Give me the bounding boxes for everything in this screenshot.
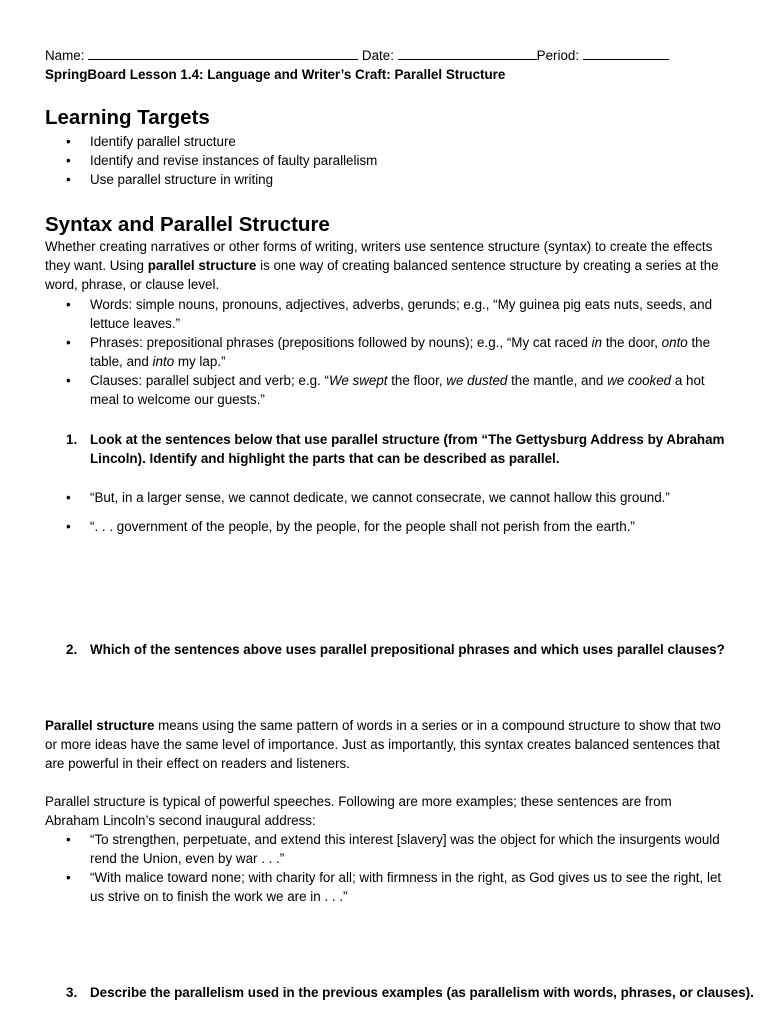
syntax-levels-list: [45, 295, 725, 409]
definition-term: Parallel structure: [45, 718, 155, 733]
question-number: 2.: [66, 642, 78, 657]
learning-targets-heading: Learning Targets: [45, 106, 210, 129]
syntax-heading: Syntax and Parallel Structure: [45, 213, 330, 236]
target-text: Identify parallel structure: [90, 134, 236, 149]
phrases-emph: onto: [661, 335, 688, 350]
clauses-emph: we dusted: [446, 373, 508, 388]
intro-text: is one way of creating balanced sentence structure by creating a series at the word, phrase, or clause level.: [45, 258, 719, 292]
question-1: [45, 430, 768, 468]
name-blank[interactable]: [88, 46, 358, 60]
list-item: [45, 868, 725, 906]
bullet-icon: •: [66, 519, 71, 534]
bullet-icon: •: [66, 297, 71, 312]
inaugural-quotes-list: [45, 830, 725, 906]
quote-text: “With malice toward none; with charity for all; with firmness in the right, as God gives us to see the right, let us strive on to finish the work we are in . . .”: [90, 870, 722, 904]
list-item-phrases: [45, 333, 725, 371]
clauses-text: a hot meal to welcome our guests.”: [90, 373, 705, 407]
bullet-icon: •: [66, 870, 71, 885]
target-text: Identify and revise instances of faulty parallelism: [90, 153, 378, 168]
bullet-icon: •: [66, 335, 71, 350]
phrases-emph: in: [591, 335, 603, 350]
quote-text: “To strengthen, perpetuate, and extend this interest [slavery] was the object for which the insurgents would rend the Union, even by war . . .”: [90, 832, 720, 866]
list-item: [45, 830, 725, 868]
list-item: [45, 132, 725, 151]
date-label: Date:: [361, 48, 394, 63]
question-2: [45, 640, 768, 659]
question-text: Which of the sentences above uses parallel prepositional phrases and which uses parallel clauses?: [90, 642, 725, 657]
list-item-clauses: [45, 371, 725, 409]
bullet-icon: •: [66, 490, 71, 505]
clauses-text: the floor,: [387, 373, 447, 388]
list-item: [45, 517, 725, 536]
learning-targets-list: [45, 132, 725, 189]
gettysburg-quote-1: [45, 488, 725, 507]
clauses-text: Clauses: parallel subject and verb; e.g. “: [90, 373, 329, 388]
question-text: Look at the sentences below that use parallel structure (from “The Gettysburg Address by Abraham Lincoln). Identify and highlight the parts that can be described as parallel.: [90, 432, 725, 466]
question-number: 3.: [66, 985, 78, 1000]
question-3: [45, 983, 768, 1002]
intro-text: Whether creating narratives or other forms of writing, writers use sentence structure (syntax) to create the effects they want. Using: [45, 239, 713, 273]
gettysburg-quote-2: [45, 517, 725, 536]
phrases-text: the table, and: [90, 335, 711, 369]
phrases-text: Phrases: prepositional phrases (prepositions followed by nouns); e.g., “My cat raced: [90, 335, 592, 350]
bullet-icon: •: [66, 172, 71, 187]
list-item-words: [45, 295, 725, 333]
quote-text[interactable]: “. . . government of the people, by the people, for the people shall not perish from the earth.”: [90, 519, 635, 534]
bullet-icon: •: [66, 153, 71, 168]
bullet-icon: •: [66, 134, 71, 149]
speeches-intro: Parallel structure is typical of powerful speeches. Following are more examples; these sentences are from Abraham Lincoln’s second inaugural address:: [45, 794, 672, 828]
clauses-emph: we cooked: [607, 373, 672, 388]
intro-term: parallel structure: [147, 258, 257, 273]
lesson-title: SpringBoard Lesson 1.4: Language and Writer’s Craft: Parallel Structure: [45, 67, 506, 82]
definition-text: means using the same pattern of words in a series or in a compound structure to show that two or more ideas have the same level of importance. Just as importantly, this syntax creates balanced sentences that are powerful in their effect on readers and listeners.: [45, 718, 721, 771]
list-item: [45, 170, 725, 189]
name-label: Name:: [45, 48, 85, 63]
quote-text[interactable]: “But, in a larger sense, we cannot dedicate, we cannot consecrate, we cannot hallow this ground.”: [90, 490, 670, 505]
period-label: Period:: [536, 48, 580, 63]
syntax-intro: [45, 237, 725, 294]
question-number: 1.: [66, 432, 78, 447]
list-item: [45, 151, 725, 170]
bullet-icon: •: [66, 832, 71, 847]
clauses-text: the mantle, and: [507, 373, 608, 388]
clauses-emph: We swept: [328, 373, 388, 388]
list-item: [45, 488, 725, 507]
header-line: [45, 46, 725, 65]
bullet-icon: •: [66, 373, 71, 388]
words-text: Words: simple nouns, pronouns, adjectives, adverbs, gerunds; e.g., “My guinea pig eats nuts, seeds, and lettuce leaves.”: [90, 297, 713, 331]
phrases-text: the door,: [602, 335, 662, 350]
target-text: Use parallel structure in writing: [90, 172, 274, 187]
period-blank[interactable]: [583, 46, 669, 60]
date-blank[interactable]: [398, 46, 537, 60]
phrases-emph: into: [152, 354, 175, 369]
definition-paragraph: [45, 716, 725, 773]
question-text: Describe the parallelism used in the previous examples (as parallelism with words, phrases, or clauses).: [90, 985, 754, 1000]
phrases-text: my lap.”: [174, 354, 226, 369]
